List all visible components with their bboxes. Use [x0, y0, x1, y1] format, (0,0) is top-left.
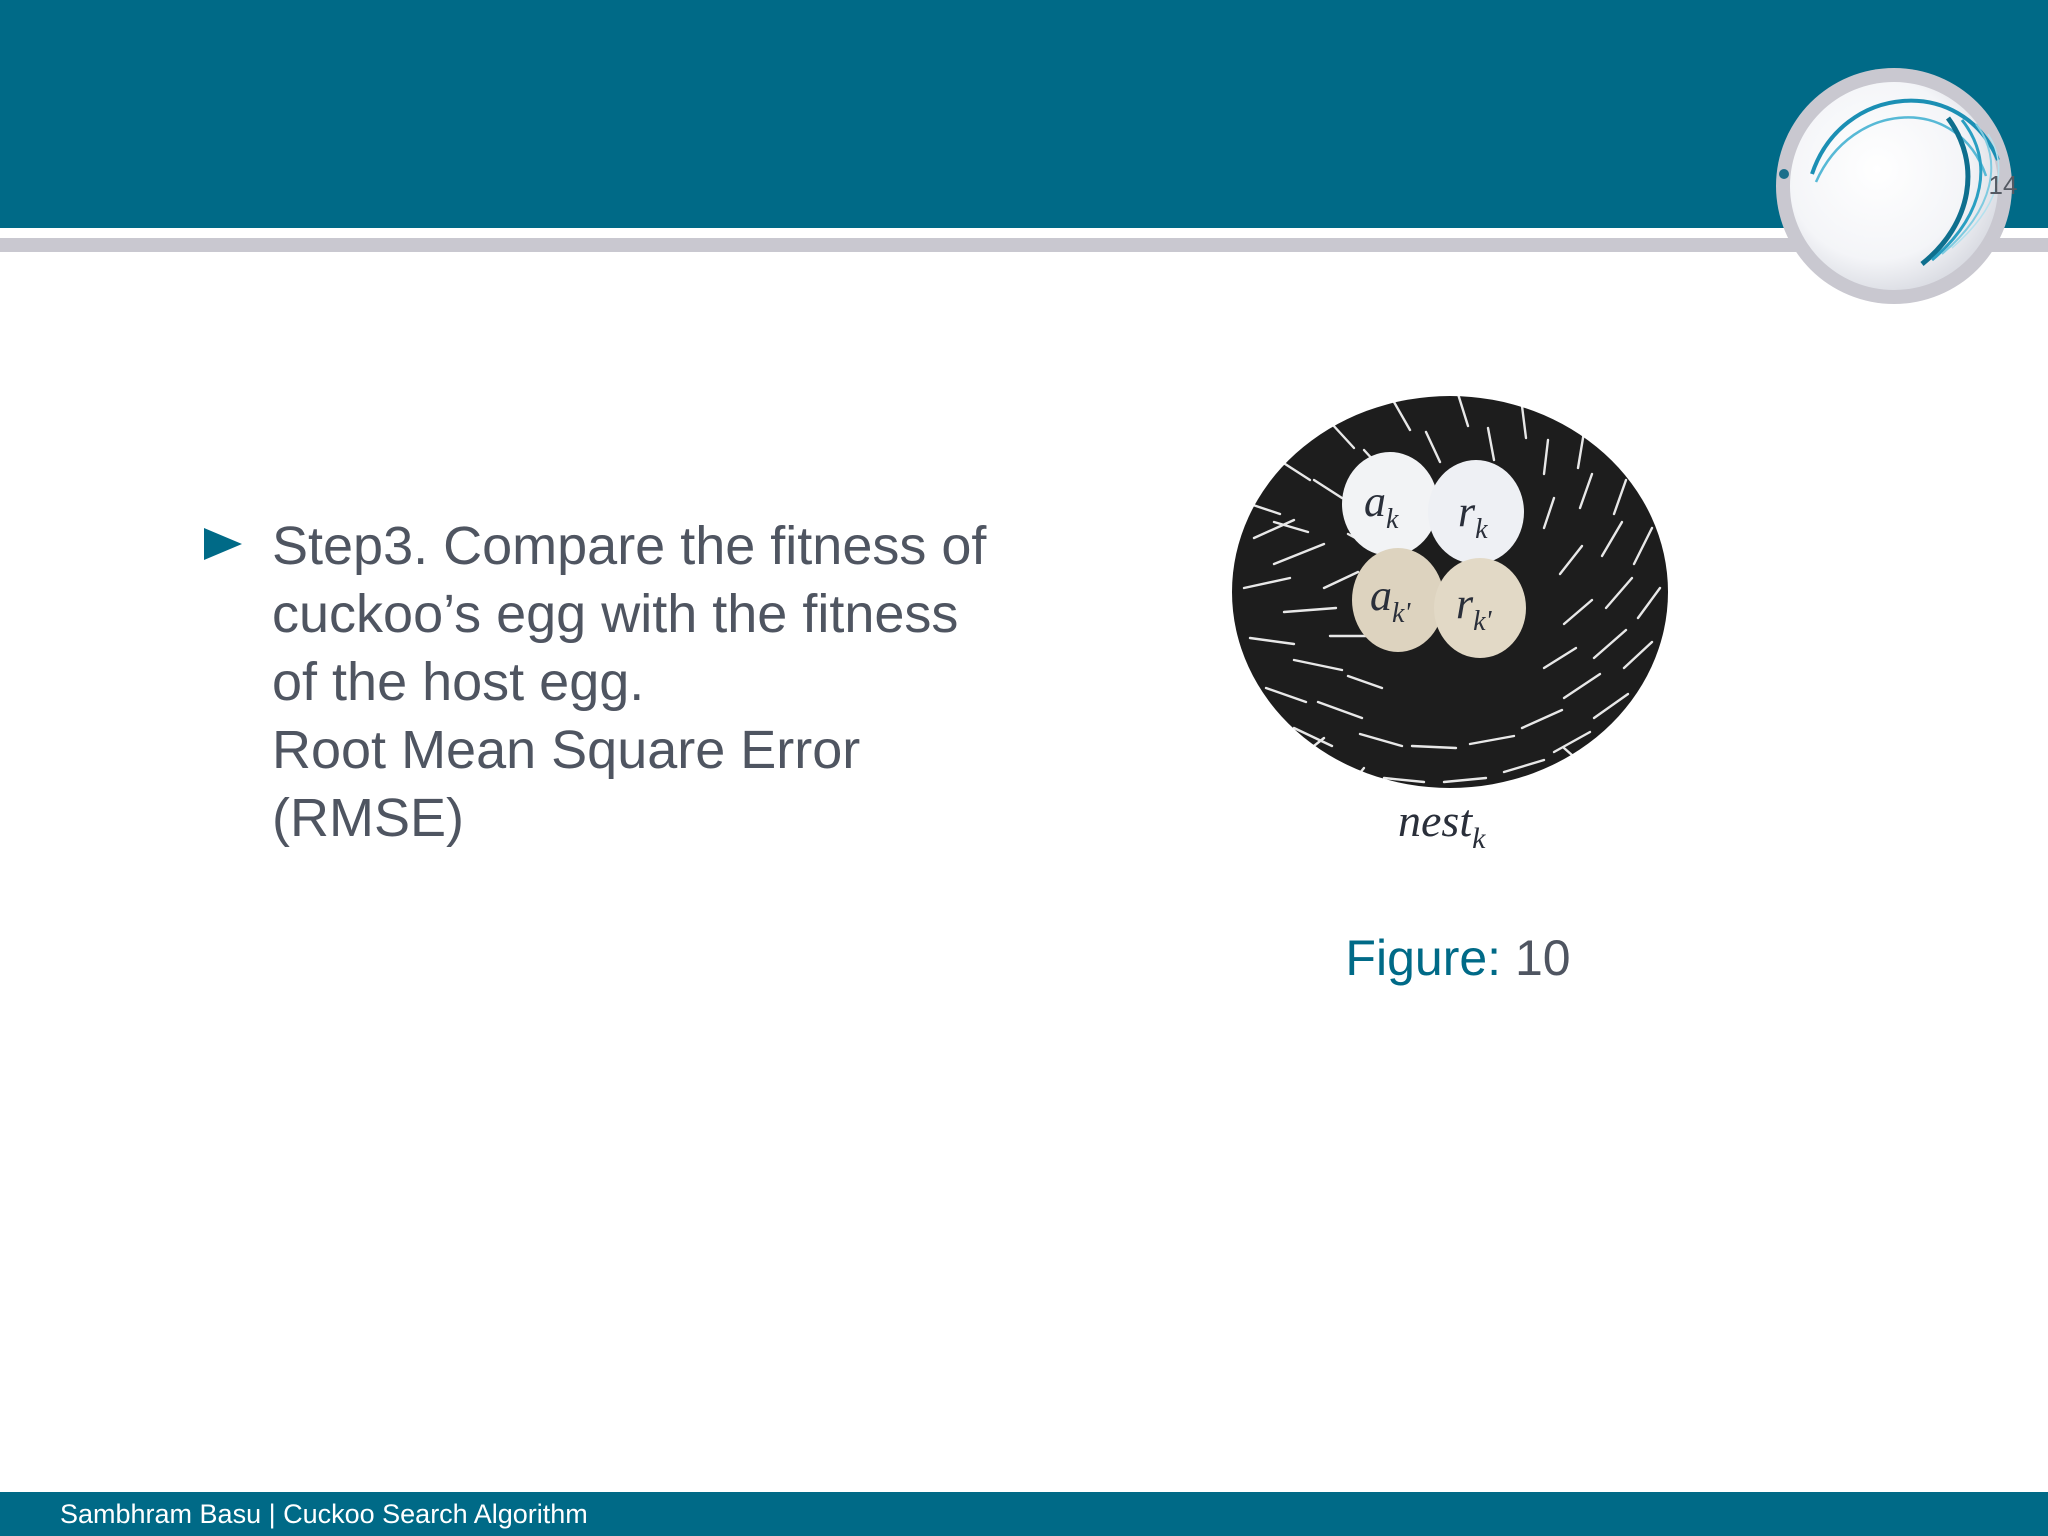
egg-label-a-k: $a_k$ [1364, 477, 1399, 535]
bullet-line: Root Mean Square Error [272, 720, 861, 780]
egg-label-r-k: $r_k$ [1458, 487, 1488, 545]
header-divider [0, 238, 2048, 252]
figure-caption-number: 10 [1514, 930, 1571, 986]
triangle-bullet-icon [204, 528, 242, 560]
bullet-line: Step3. Compare the fitness of [272, 516, 987, 576]
figure-caption [1300, 928, 1616, 988]
bullet-line: cuckoo’s egg with the fitness [272, 584, 959, 644]
nest-figure [1214, 368, 1688, 858]
bullet-line: (RMSE) [272, 788, 464, 848]
bullet-line: of the host egg. [272, 652, 645, 712]
footer-text: Sambhram Basu | Cuckoo Search Algorithm [60, 1499, 588, 1529]
footer-band [0, 1492, 2048, 1536]
nest-label: nest$_k$ [1398, 795, 1486, 855]
nest-illustration-icon [1232, 394, 1668, 828]
egg-label-r-k-prime: $r_{k'}$ [1456, 579, 1492, 637]
egg-label-a-k-prime: $a_{k'}$ [1370, 571, 1411, 629]
figure-caption-label: Figure: [1345, 930, 1502, 986]
header-band [0, 0, 2048, 228]
slide-number: 14 [1988, 170, 2018, 200]
bullet-text [272, 512, 1092, 852]
